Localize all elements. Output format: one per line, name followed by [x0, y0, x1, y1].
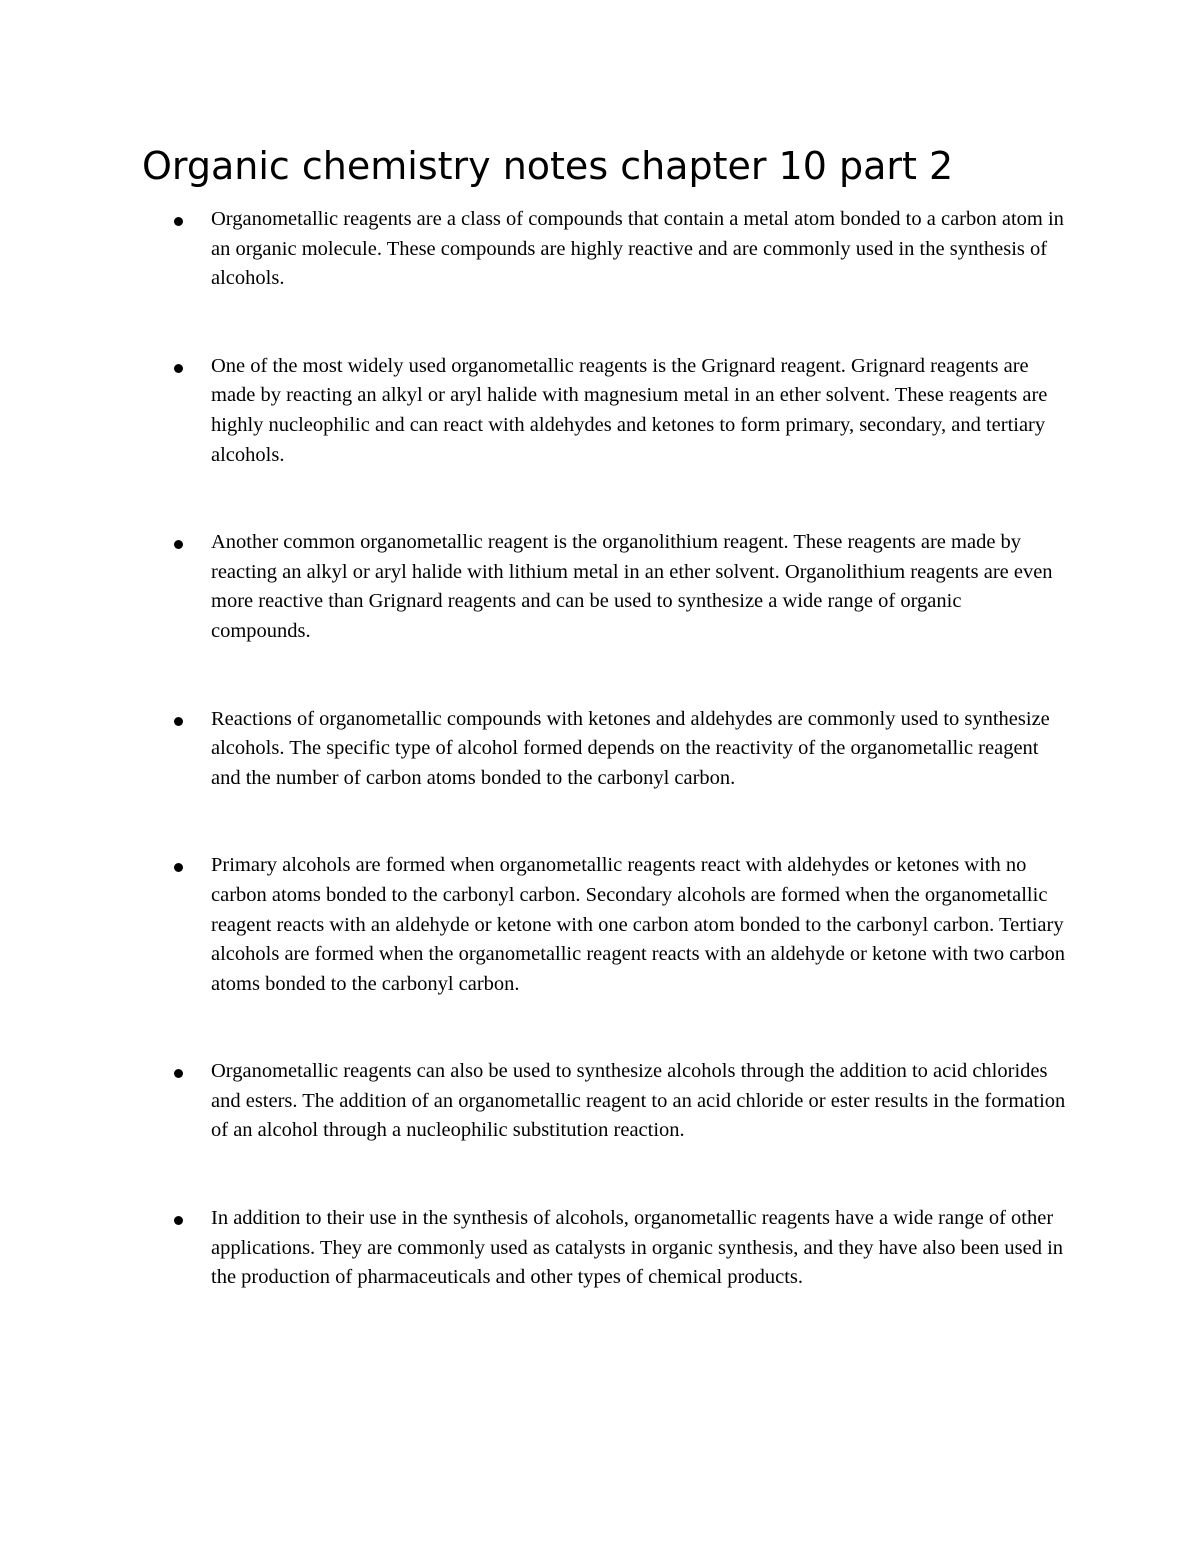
document-title: Organic chemistry notes chapter 10 part 2 [142, 144, 954, 188]
note-text: One of the most widely used organometallic reagents is the Grignard reagent. Grignard reagents are made by reacting an alkyl or aryl halide with magnesium metal in an ether solvent. These reagents are highly nucleophilic and can react with aldehydes and ketones to form primary, secondary, and tertiary alcohols. [211, 354, 1048, 466]
bullet-icon [174, 1069, 183, 1078]
bullet-icon [174, 717, 183, 726]
list-item [0, 352, 1200, 470]
list-item [0, 1057, 1200, 1146]
note-text: In addition to their use in the synthesis of alcohols, organometallic reagents have a wide range of other applications. They are commonly used as catalysts in organic synthesis, and they have also been used in the production of pharmaceuticals and other types of chemical products. [211, 1207, 1064, 1289]
bullet-icon [174, 1216, 183, 1225]
bullet-icon [174, 364, 183, 373]
bullet-icon [174, 217, 183, 226]
notes-list [0, 205, 1200, 1351]
note-text: Primary alcohols are formed when organometallic reagents react with aldehydes or ketones with no carbon atoms bonded to the carbonyl carbon. Secondary alcohols are formed when the organometallic reagent reacts with an aldehyde or ketone with one carbon atom bonded to the carbonyl carbon. Tertiary alcohols are formed when the organometallic reagent reacts with an aldehyde or ketone with two carbon atoms bonded to the carbonyl carbon. [211, 854, 1066, 995]
list-item [0, 1204, 1200, 1293]
list-item [0, 205, 1200, 294]
note-text: Another common organometallic reagent is the organolithium reagent. These reagents are made by reacting an alkyl or aryl halide with lithium metal in an ether solvent. Organolithium reagents are even more reactive than Grignard reagents and can be used to synthesize a wide range of organic compounds. [211, 531, 1053, 642]
note-text: Organometallic reagents can also be used to synthesize alcohols through the addition to acid chlorides and esters. The addition of an organometallic reagent to an acid chloride or ester results in the formation of an alcohol through a nucleophilic substitution reaction. [211, 1060, 1066, 1142]
bullet-icon [174, 863, 183, 872]
list-item [0, 705, 1200, 794]
list-item [0, 528, 1200, 646]
list-item [0, 851, 1200, 999]
bullet-icon [174, 540, 183, 549]
note-text: Reactions of organometallic compounds with ketones and aldehydes are commonly used to synthesize alcohols. The specific type of alcohol formed depends on the reactivity of the organometallic reagent and the number of carbon atoms bonded to the carbonyl carbon. [211, 707, 1050, 789]
note-text: Organometallic reagents are a class of compounds that contain a metal atom bonded to a carbon atom in an organic molecule. These compounds are highly reactive and are commonly used in the synthesis of alcohols. [211, 208, 1064, 290]
